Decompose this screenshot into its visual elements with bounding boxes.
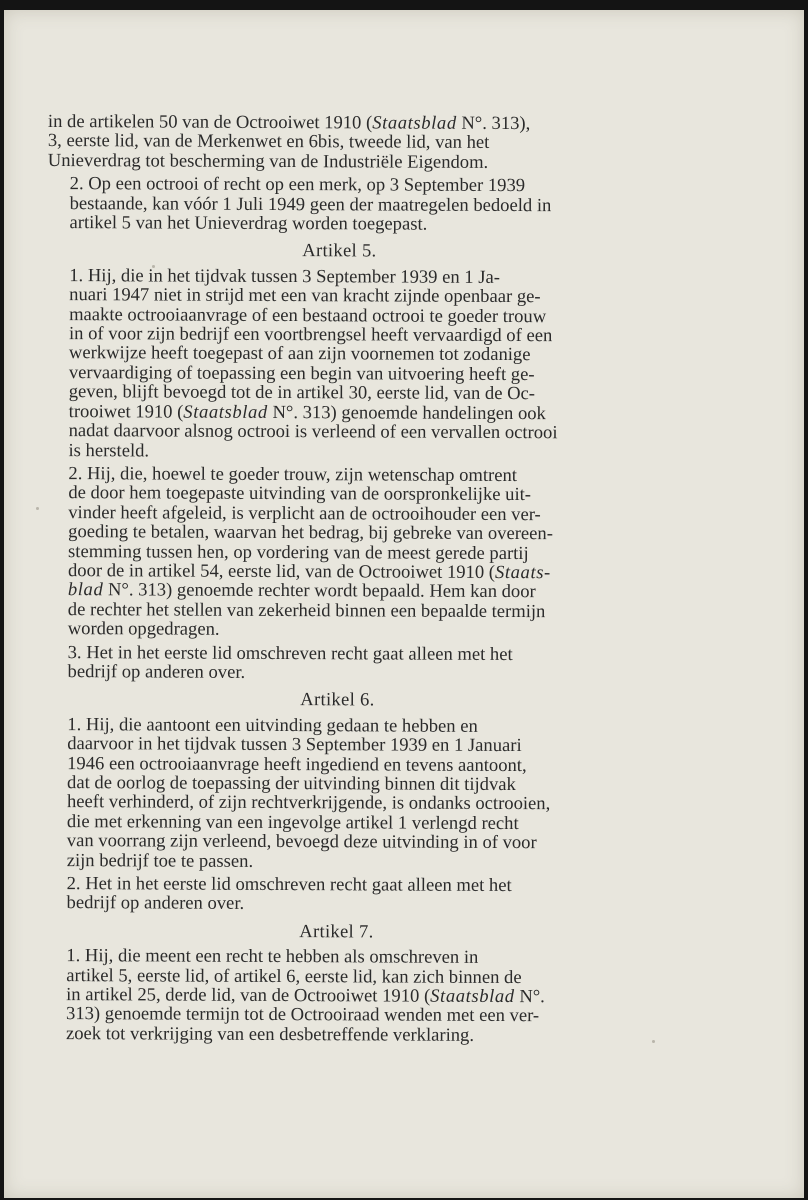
article-6-heading: Artikel 6. bbox=[300, 689, 375, 711]
text-run: goeding te betalen, waarvan het bedrag, bij gebreke van overeen- bbox=[68, 521, 553, 545]
text-run: 1946 een octrooiaanvrage heeft ingediend en tevens aantoont, bbox=[67, 752, 527, 776]
article-6-paragraph-2 bbox=[45, 874, 629, 915]
text-run: dat de oorlog de toepassing der uitvinding binnen dit tijdvak bbox=[67, 772, 516, 796]
text-run: artikel 5 van het Unieverdrag worden toegepast. bbox=[69, 212, 428, 235]
text-run: N°. 313), bbox=[456, 112, 531, 135]
article-7-paragraph-1 bbox=[44, 946, 628, 1046]
text-run: door de in artikel 54, eerste lid, van de Octrooiwet 1910 ( bbox=[67, 560, 496, 583]
article-5 bbox=[46, 240, 632, 683]
text-line bbox=[45, 893, 629, 915]
text-line bbox=[44, 1024, 628, 1046]
text-run: 1. Hij, die in het tijdvak tussen 3 September 1939 en 1 Ja- bbox=[69, 264, 501, 288]
text-run: 313) genoemde termijn tot de Octrooiraad wenden met een ver- bbox=[66, 1003, 540, 1027]
text-line bbox=[45, 851, 629, 873]
article-5-heading: Artikel 5. bbox=[302, 240, 377, 262]
text-run: 1. Hij, die aantoont een uitvinding gedaan te hebben en bbox=[67, 713, 478, 737]
italic-citation: blad bbox=[67, 579, 104, 601]
text-run: die met erkenning van een ingevolge artikel 1 verlengd recht bbox=[66, 810, 519, 834]
text-line bbox=[47, 213, 631, 235]
text-run: 3. Het in het eerste lid omschreven recht gaat alleen met het bbox=[67, 641, 513, 665]
article-5-paragraph-1 bbox=[46, 266, 631, 463]
text-run: zijn bedrijf toe te passen. bbox=[66, 849, 254, 872]
text-run: bedrijf op anderen over. bbox=[66, 892, 245, 915]
text-run: de door hem toegepaste uitvinding van de oorspronkelijke uit- bbox=[68, 482, 532, 506]
article-6-paragraph-1 bbox=[45, 715, 630, 873]
article-7 bbox=[44, 921, 629, 1046]
text-run: 3, eerste lid, van de Merkenwet en 6bis, tweede lid, van het bbox=[47, 130, 490, 154]
text-run: in de artikelen 50 van de Octrooiwet 1910 ( bbox=[47, 111, 373, 134]
text-run: Unieverdrag tot bescherming van de Industriële Eigendom. bbox=[47, 149, 489, 173]
text-run: artikel 5, eerste lid, of artikel 6, eerste lid, kan zich binnen de bbox=[66, 964, 522, 988]
text-run: N°. 313) genoemde handelingen ook bbox=[267, 401, 546, 424]
paper-speck bbox=[36, 507, 39, 510]
text-line bbox=[46, 619, 630, 641]
text-run: 2. Op een octrooi of recht op een merk, op 3 September 1939 bbox=[69, 173, 526, 197]
italic-citation: Staatsblad bbox=[430, 985, 515, 1008]
article-5-paragraph-2 bbox=[46, 464, 631, 641]
italic-citation: Staats- bbox=[494, 561, 551, 584]
text-run: van voorrang zijn verleend, bevoegd deze uitvinding in of voor bbox=[66, 830, 537, 854]
text-run: nuari 1947 niet in strijd met een van kracht zijnde openbaar ge- bbox=[69, 284, 541, 308]
document-text bbox=[44, 112, 632, 1050]
text-run: bestaande, kan vóór 1 Juli 1949 geen der maatregelen bedoeld in bbox=[69, 192, 552, 216]
text-run: N°. bbox=[514, 986, 545, 1008]
italic-citation: Staatsblad bbox=[372, 112, 457, 134]
text-run: stemming tussen hen, op vordering van de meest gerede partij bbox=[68, 540, 529, 564]
text-run: de rechter het stellen van zekerheid binnen een bepaalde termijn bbox=[67, 598, 546, 622]
italic-citation: Staatsblad bbox=[183, 401, 268, 423]
text-run: 2. Hij, die, hoewel te goeder trouw, zijn wetenschap omtrent bbox=[68, 462, 517, 486]
text-run: 2. Het in het eerste lid omschreven recht gaat alleen met het bbox=[66, 873, 512, 897]
document-page bbox=[4, 10, 804, 1198]
text-line bbox=[46, 662, 630, 684]
paragraph-intro-continuation bbox=[48, 112, 632, 173]
text-run: geven, blijft bevoegd tot de in artikel 30, eerste lid, van de Oc- bbox=[68, 381, 536, 405]
text-run: vervaardiging of toepassing een begin van uitvoering heeft ge- bbox=[68, 361, 535, 386]
text-run: werkwijze heeft toegepast of aan zijn voornemen tot zodanige bbox=[68, 342, 531, 366]
paper-speck bbox=[652, 1040, 655, 1043]
text-run: 1. Hij, die meent een recht te hebben als omschreven in bbox=[66, 945, 479, 969]
text-run: in of voor zijn bedrijf een voortbrengsel heeft vervaardigd of een bbox=[68, 323, 553, 347]
paragraph-intro-2 bbox=[47, 174, 631, 235]
text-run: bedrijf op anderen over. bbox=[67, 661, 246, 683]
text-run: trooiwet 1910 ( bbox=[68, 400, 184, 423]
text-run: nadat daarvoor alsnog octrooi is verleend of een vervallen octrooi bbox=[68, 420, 558, 444]
text-run: N°. 313) genoemde rechter wordt bepaald. Hem kan door bbox=[103, 579, 536, 603]
text-run: in artikel 25, derde lid, van de Octrooiwet 1910 ( bbox=[66, 984, 431, 1007]
text-run: is hersteld. bbox=[68, 439, 150, 461]
article-6 bbox=[45, 689, 630, 915]
text-line bbox=[48, 151, 632, 173]
intro-block bbox=[47, 112, 632, 235]
text-run: worden opgedragen. bbox=[67, 618, 220, 640]
text-line bbox=[46, 440, 630, 462]
text-run: heeft verhinderd, of zijn rechtverkrijgende, is ondanks octrooien, bbox=[66, 791, 551, 815]
text-run: zoek tot verkrijging van een desbetreffende verklaring. bbox=[65, 1022, 475, 1046]
text-run: daarvoor in het tijdvak tussen 3 September 1939 en 1 Januari bbox=[67, 733, 522, 757]
text-run: vinder heeft afgeleid, is verplicht aan de octrooihouder een ver- bbox=[68, 501, 541, 525]
article-5-paragraph-3 bbox=[46, 643, 630, 684]
text-run: maakte octrooiaanvrage of een bestaand octrooi te goeder trouw bbox=[69, 303, 547, 327]
article-7-heading: Artikel 7. bbox=[299, 920, 374, 943]
